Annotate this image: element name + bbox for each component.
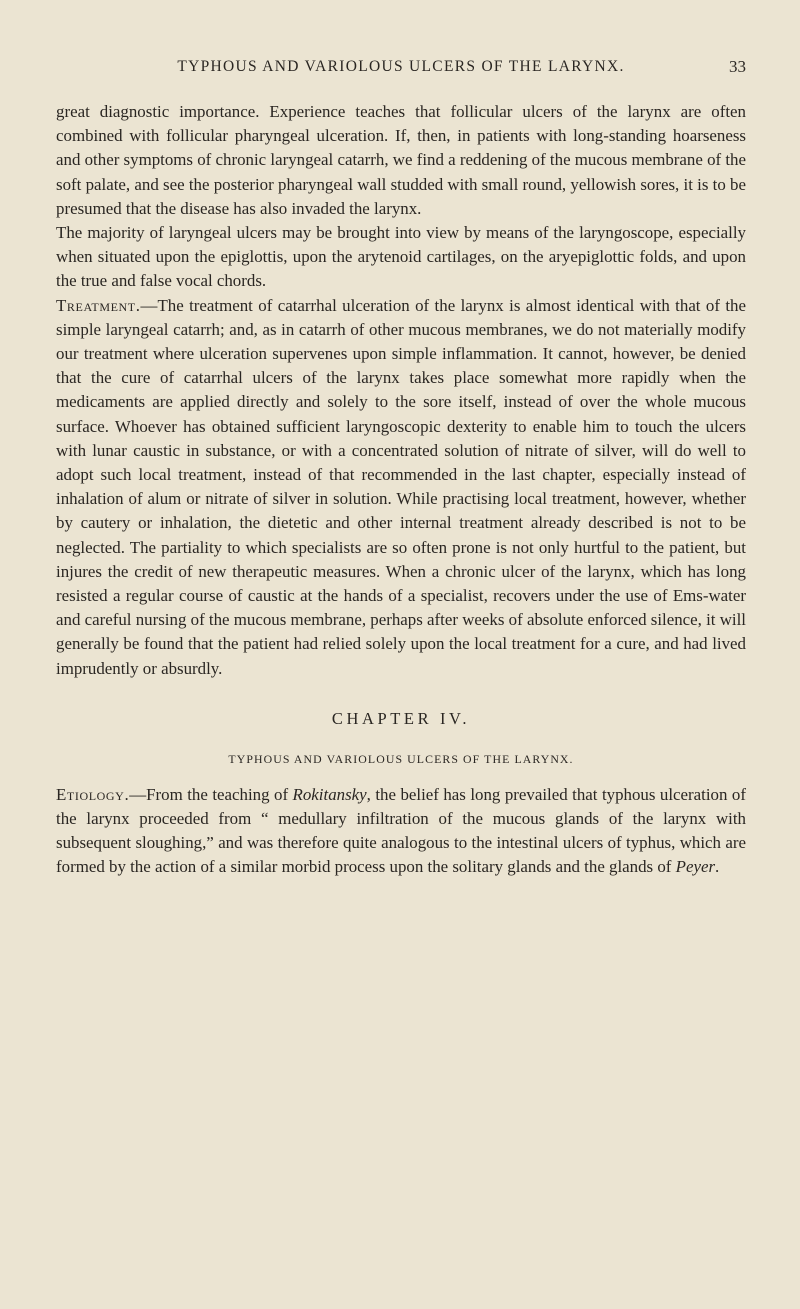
paragraph-laryngoscope: The majority of laryngeal ulcers may be brought into view by means of the laryngoscope, especially when situated upon the epiglottis, upon the arytenoid cartilages, on the aryepiglottic folds, and upon the true and false vocal chords. — [56, 223, 746, 291]
page-body — [56, 100, 746, 880]
etiology-text-3: . — [715, 857, 720, 877]
paragraph-treatment — [56, 294, 746, 681]
running-header — [56, 58, 746, 80]
treatment-label: Treatment. — [56, 295, 141, 315]
running-title: TYPHOUS AND VARIOLOUS ULCERS OF THE LARYNX. — [177, 58, 625, 75]
page-number: 33 — [729, 57, 746, 76]
treatment-text: —The treatment of catarrhal ulceration of the larynx is almost identical with that of the simple laryngeal catarrh; and, as in catarrh of other mucous membranes, we do not materially modify our treatment where ulceration supervenes upon simple inflammation. It cannot, however, be denied that the cure of catarrhal ulcers of the larynx takes place somewhat more rapidly when the medicaments are applied directly and solely to the sore itself, instead of over the whole mucous surface. Whoever has obtained sufficient laryngoscopic dexterity to enable him to touch the ulcers with lunar caustic in substance, or with a concentrated solution of nitrate of silver, will do well to adopt such local treatment, instead of that recommended in the last chapter, especially instead of inhalation of alum or nitrate of silver in solution. While practising local treatment, however, whether by cautery or inhalation, the dietetic and other internal treatment already described is not to be neglected. The partiality to which specialists are so often prone is not only hurtful to the patient, but injures the credit of new therapeutic measures. When a chronic ulcer of the larynx, which has long resisted a regular course of caustic at the hands of a specialist, recovers under the use of Ems-water and careful nursing of the mucous membrane, perhaps after weeks of absolute enforced silence, it will generally be found that the patient had relied solely upon the local treatment for a cure, and had lived imprudently or absurdly. — [56, 295, 746, 678]
author-name-peyer: Peyer — [675, 857, 716, 877]
author-name-rokitansky: Rokitansky — [292, 784, 367, 804]
etiology-text-2: , the belief has long prevailed that typhous ulceration of the larynx proceeded from “ medullary infiltration of the mucous glands of the larynx with subsequent sloughing,” and was therefore quite analogous to the intestinal ulcers of typhus, which are formed by the action of a similar morbid process upon the solitary glands and the glands of — [56, 784, 746, 877]
chapter-subtitle: TYPHOUS AND VARIOLOUS ULCERS OF THE LARYNX. — [228, 751, 574, 766]
etiology-text-1: —From the teaching of — [129, 784, 293, 804]
chapter-title: CHAPTER IV. — [331, 708, 471, 728]
etiology-label: Etiology. — [56, 784, 130, 804]
paragraph-diagnostic: great diagnostic importance. Experience teaches that follicular ulcers of the larynx are often combined with follicular pharyngeal ulceration. If, then, in patients with long-standing hoarseness and other symptoms of chronic laryngeal catarrh, we find a reddening of the mucous membrane of the soft palate, and see the posterior pharyngeal wall studded with small round, yellowish sores, it is to be presumed that the disease has also invaded the larynx. — [56, 102, 746, 218]
paragraph-etiology — [56, 783, 746, 880]
